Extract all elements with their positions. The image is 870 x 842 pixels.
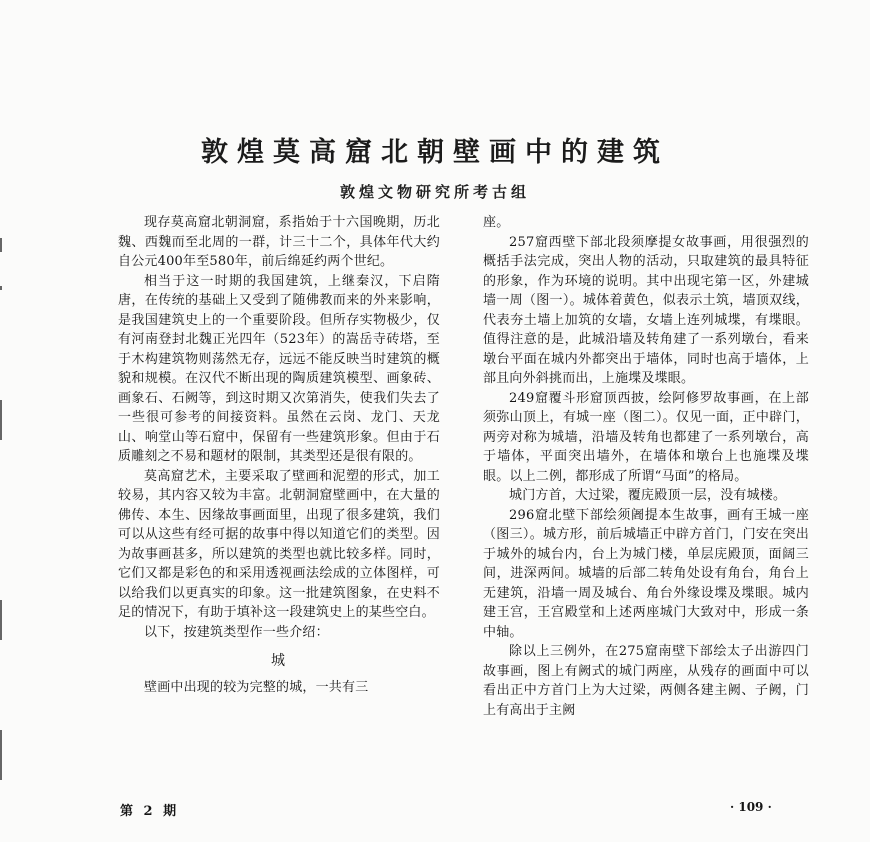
paragraph: 壁画中出现的较为完整的城，一共有三 bbox=[144, 679, 369, 695]
paragraph: 296窟北壁下部绘须阇提本生故事，画有王城一座（图三）。城方形，前后城墙正中辟方首门，门安在突出于城外的城台内，台上为城门楼，单层庑殿顶，面阔三间，进深两间。城墙的后部二转角处设有角台，角台上无建筑，沿墙一周及城台、角台外缘设堞及堞眼。城内建王宫，王宫殿堂和上述两座城门大致对中，形成一条中轴。 bbox=[483, 507, 809, 640]
scan-edge-mark bbox=[0, 730, 2, 780]
paragraph: 除以上三例外，在275窟南壁下部绘太子出游四门故事画，图上有阙式的城门两座，从残存的画面中可以看出正中方首门上为大过梁，两侧各建主阙、子阙，门上有高出于主阙 bbox=[483, 644, 809, 718]
scan-edge-mark bbox=[0, 238, 2, 252]
paragraph: 现存莫高窟北朝洞窟，系指始于十六国晚期，历北魏、西魏而至北周的一群，计三十二个，具体年代大约自公元400年至580年，前后绵延约两个世纪。 bbox=[118, 215, 440, 269]
paragraph: 以下，按建筑类型作一些介绍： bbox=[144, 624, 329, 640]
page-number: · 109 · bbox=[730, 800, 772, 814]
left-column bbox=[118, 213, 440, 697]
paragraph-continuation: 座。 bbox=[483, 215, 510, 230]
scan-edge-mark bbox=[0, 600, 2, 640]
paragraph: 249窟覆斗形窟顶西披，绘阿修罗故事画，在上部须弥山顶上，有城一座（图二）。仅见一面，正中辟门，两旁对称为城墙，沿墙及转角也都建了一系列墩台，高于墙体，平面突出墙外，在墙体和墩台上也施堞及堞眼。以上二例，都形成了所谓“马面”的格局。 bbox=[483, 390, 809, 484]
issue-number: 第 2 期 bbox=[120, 804, 180, 819]
paragraph: 相当于这一时期的我国建筑，上继秦汉，下启隋唐，在传统的基础上又受到了随佛教而来的外来影响，是我国建筑史上的一个重要阶段。但所存实物极少，仅有河南登封北魏正光四年（523年）的嵩岳寺砖塔，至于木构建筑物则荡然无存，远远不能反映当时建筑的概貌和规模。在汉代不断出现的陶质建筑模型、画象砖、画象石、石阙等，到这时期又次第消失，使我们失去了一些很可参考的间接资料。虽然在云岗、龙门、天龙山、响堂山等石窟中，保留有一些建筑形象。但由于石质雕刻之不易和题材的限制，其类型还是很有限的。 bbox=[118, 273, 440, 464]
article-title: 敦煌莫高窟北朝壁画中的建筑 bbox=[201, 137, 669, 168]
scan-edge-mark bbox=[0, 400, 2, 440]
paragraph: 城门方首，大过梁，覆庑殿顶一层，没有城楼。 bbox=[509, 488, 787, 503]
scan-edge-mark bbox=[0, 286, 2, 290]
right-column bbox=[483, 213, 809, 720]
paragraph: 莫高窟艺术，主要采取了壁画和泥塑的形式，加工较易，其内容又较为丰富。北朝洞窟壁画中，在大量的佛传、本生、因缘故事画面里，出现了很多建筑，我们可以从这些有经可据的故事中得以知道它们的类型。因为故事画甚多，所以建筑的类型也就比较多样。同时，它们又都是彩色的和采用透视画法绘成的立体图样，可以给我们以更真实的印象。这一批建筑图象，在史料不足的情况下，有助于填补这一段建筑史上的某些空白。 bbox=[118, 468, 440, 620]
section-heading: 城 bbox=[271, 653, 287, 669]
article-author: 敦煌文物研究所考古组 bbox=[339, 183, 530, 201]
paragraph: 257窟西壁下部北段须摩提女故事画，用很强烈的概括手法完成，突出人物的活动，只取建筑的最具特征的形象，作为环境的说明。其中出现宅第一区，外建城墙一周（图一）。城体着黄色，似表示土筑，墙顶双线，代表夯土墙上加筑的女墙，女墙上连列城堞，有堞眼。值得注意的是，此城沿墙及转角建了一系列墩台，看来墩台平面在城内外都突出于墙体，同时也高于墙体，上部且向外斜挑而出，上施堞及堞眼。 bbox=[483, 234, 809, 386]
